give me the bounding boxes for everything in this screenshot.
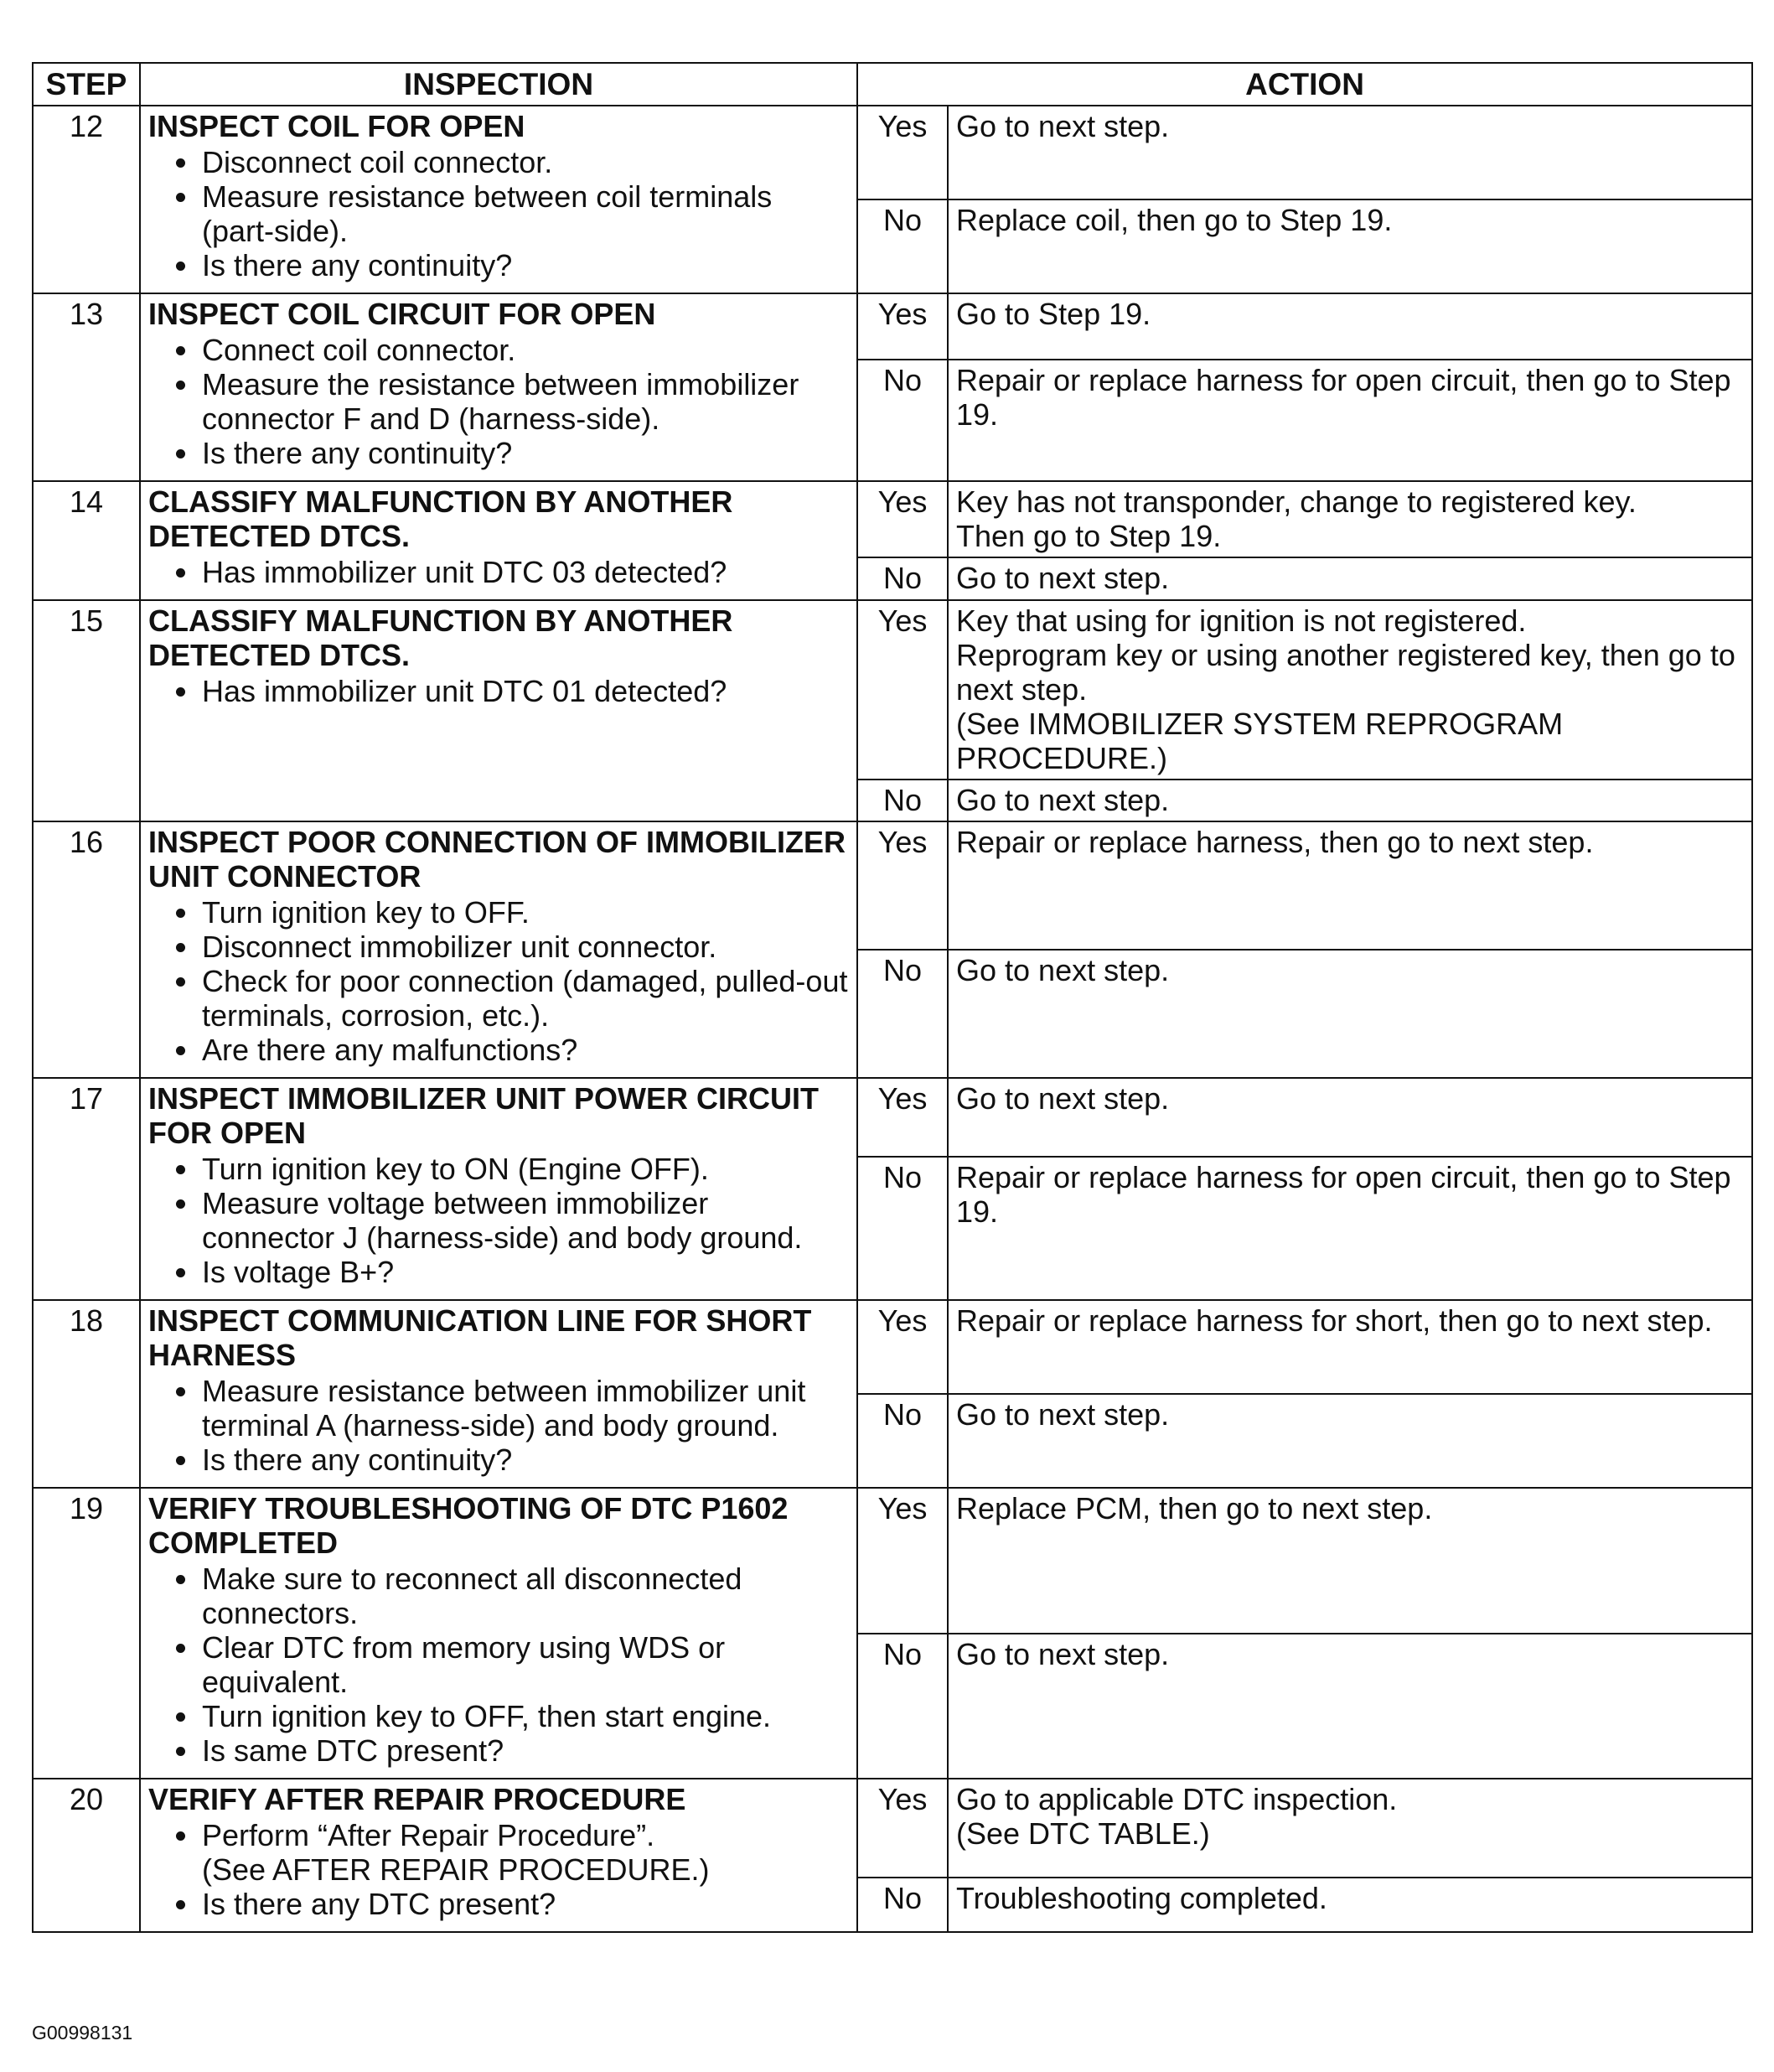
inspection-title: CLASSIFY MALFUNCTION BY ANOTHER DETECTED DTCS. (148, 603, 733, 672)
no-action: Replace coil, then go to Step 19. (948, 199, 1752, 293)
inspection-step: • Disconnect immobilizer unit connector. (200, 930, 849, 964)
inspection-step: • Is there any continuity? (200, 248, 849, 282)
yes-label: Yes (857, 600, 948, 780)
step-number: 18 (33, 1300, 140, 1488)
inspection-step: • Disconnect coil connector. (200, 145, 849, 179)
inspection-title: INSPECT IMMOBILIZER UNIT POWER CIRCUIT FOR OPEN (148, 1081, 819, 1151)
no-label: No (857, 1634, 948, 1779)
no-label: No (857, 1157, 948, 1300)
inspection-steps (148, 333, 849, 470)
inspection-cell (140, 600, 857, 821)
step-number: 16 (33, 821, 140, 1078)
step-number: 17 (33, 1078, 140, 1300)
yes-action: Repair or replace harness, then go to next step. (948, 821, 1752, 950)
inspection-cell (140, 1488, 857, 1779)
table-row (33, 1779, 1752, 1878)
yes-action: Repair or replace harness for short, then go to next step. (948, 1300, 1752, 1394)
inspection-steps (148, 895, 849, 1067)
step-number: 15 (33, 600, 140, 821)
yes-label: Yes (857, 1779, 948, 1878)
inspection-step: • Is there any continuity? (200, 436, 849, 470)
inspection-title: INSPECT COMMUNICATION LINE FOR SHORT HARNESS (148, 1303, 812, 1373)
yes-action: Go to next step. (948, 1078, 1752, 1157)
no-label: No (857, 780, 948, 821)
inspection-title: INSPECT COIL FOR OPEN (148, 109, 525, 143)
no-action: Go to next step. (948, 1394, 1752, 1488)
inspection-steps (148, 145, 849, 282)
inspection-step: • Make sure to reconnect all disconnected connectors. (200, 1562, 849, 1630)
inspection-column-header: INSPECTION (140, 63, 857, 106)
table-row (33, 821, 1752, 950)
step-number: 19 (33, 1488, 140, 1779)
inspection-step: • Has immobilizer unit DTC 03 detected? (200, 555, 849, 589)
table-row (33, 106, 1752, 199)
no-action: Go to next step. (948, 950, 1752, 1078)
inspection-title: VERIFY TROUBLESHOOTING OF DTC P1602 COMPLETED (148, 1491, 789, 1561)
inspection-step: • Perform “After Repair Procedure”. (See AFTER REPAIR PROCEDURE.) (200, 1818, 849, 1887)
yes-label: Yes (857, 481, 948, 557)
table-header-row (33, 63, 1752, 106)
figure-id: G00998131 (32, 2022, 133, 2044)
inspection-title: VERIFY AFTER REPAIR PROCEDURE (148, 1782, 686, 1817)
no-action: Repair or replace harness for open circuit, then go to Step 19. (948, 360, 1752, 481)
inspection-step: • Is there any continuity? (200, 1443, 849, 1477)
step-number: 14 (33, 481, 140, 600)
inspection-steps (148, 1374, 849, 1477)
inspection-step: • Turn ignition key to OFF. (200, 895, 849, 930)
step-number: 12 (33, 106, 140, 293)
yes-action: Key that using for ignition is not registered. Reprogram key or using another registered key, then go to next step. (See IMMOBILIZER SYSTEM REPROGRAM PROCEDURE.) (948, 600, 1752, 780)
table-body (33, 106, 1752, 1932)
inspection-step: • Is voltage B+? (200, 1255, 849, 1289)
yes-label: Yes (857, 1300, 948, 1394)
table-row (33, 1300, 1752, 1394)
yes-action: Replace PCM, then go to next step. (948, 1488, 1752, 1633)
inspection-cell (140, 1078, 857, 1300)
inspection-step: • Clear DTC from memory using WDS or equivalent. (200, 1630, 849, 1699)
yes-action: Go to next step. (948, 106, 1752, 199)
no-action: Troubleshooting completed. (948, 1878, 1752, 1932)
inspection-cell (140, 821, 857, 1078)
yes-label: Yes (857, 1078, 948, 1157)
inspection-cell (140, 106, 857, 293)
no-action: Go to next step. (948, 1634, 1752, 1779)
inspection-cell (140, 481, 857, 600)
table-row (33, 1488, 1752, 1633)
inspection-steps (148, 1562, 849, 1768)
inspection-step: • Measure resistance between coil terminals (part-side). (200, 179, 849, 248)
step-column-header: STEP (33, 63, 140, 106)
no-action: Repair or replace harness for open circuit, then go to Step 19. (948, 1157, 1752, 1300)
inspection-step: • Measure the resistance between immobilizer connector F and D (harness-side). (200, 367, 849, 436)
yes-label: Yes (857, 106, 948, 199)
inspection-cell (140, 1300, 857, 1488)
inspection-steps (148, 674, 849, 708)
table-row (33, 1078, 1752, 1157)
table-row (33, 293, 1752, 360)
yes-action: Go to applicable DTC inspection. (See DTC TABLE.) (948, 1779, 1752, 1878)
inspection-title: CLASSIFY MALFUNCTION BY ANOTHER DETECTED DTCS. (148, 484, 733, 553)
no-label: No (857, 557, 948, 600)
inspection-step: • Turn ignition key to OFF, then start engine. (200, 1699, 849, 1733)
inspection-step: • Measure resistance between immobilizer unit terminal A (harness-side) and body ground. (200, 1374, 849, 1443)
yes-action: Key has not transponder, change to registered key. Then go to Step 19. (948, 481, 1752, 557)
inspection-step: • Check for poor connection (damaged, pulled-out terminals, corrosion, etc.). (200, 964, 849, 1033)
step-number: 20 (33, 1779, 140, 1932)
yes-label: Yes (857, 293, 948, 360)
inspection-step: • Turn ignition key to ON (Engine OFF). (200, 1152, 849, 1186)
inspection-step: • Measure voltage between immobilizer connector J (harness-side) and body ground. (200, 1186, 849, 1255)
yes-label: Yes (857, 1488, 948, 1633)
no-action: Go to next step. (948, 780, 1752, 821)
inspection-steps (148, 1152, 849, 1289)
yes-label: Yes (857, 821, 948, 950)
inspection-step: • Is there any DTC present? (200, 1887, 849, 1921)
inspection-cell (140, 293, 857, 481)
inspection-title: INSPECT POOR CONNECTION OF IMMOBILIZER UNIT CONNECTOR (148, 825, 846, 894)
step-number: 13 (33, 293, 140, 481)
inspection-step: • Has immobilizer unit DTC 01 detected? (200, 674, 849, 708)
dtc-troubleshooting-table (32, 62, 1753, 1933)
no-action: Go to next step. (948, 557, 1752, 600)
no-label: No (857, 199, 948, 293)
no-label: No (857, 360, 948, 481)
inspection-step: • Are there any malfunctions? (200, 1033, 849, 1067)
no-label: No (857, 950, 948, 1078)
no-label: No (857, 1878, 948, 1932)
inspection-step: • Connect coil connector. (200, 333, 849, 367)
inspection-steps (148, 1818, 849, 1921)
table-row (33, 600, 1752, 780)
inspection-steps (148, 555, 849, 589)
action-column-header: ACTION (857, 63, 1752, 106)
yes-action: Go to Step 19. (948, 293, 1752, 360)
inspection-cell (140, 1779, 857, 1932)
no-label: No (857, 1394, 948, 1488)
inspection-title: INSPECT COIL CIRCUIT FOR OPEN (148, 297, 656, 331)
table-row (33, 481, 1752, 557)
inspection-step: • Is same DTC present? (200, 1733, 849, 1768)
